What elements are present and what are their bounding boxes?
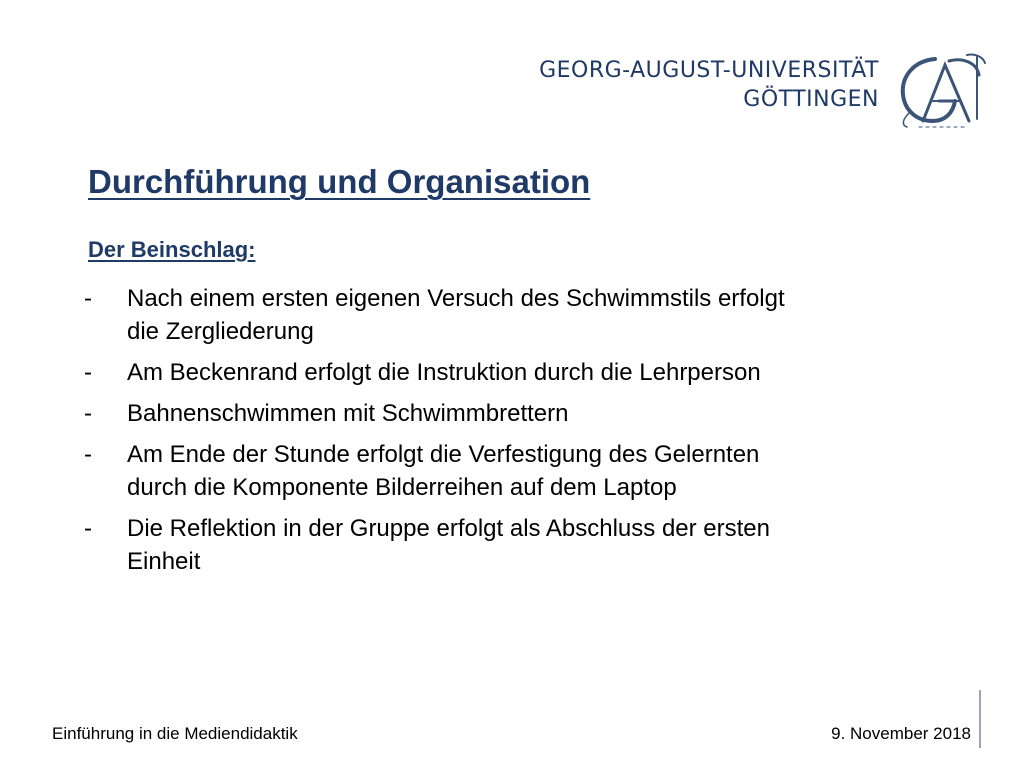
list-item [84, 397, 924, 430]
bullet-dash: - [84, 359, 92, 386]
university-name-line1: GEORG-AUGUST-UNIVERSITÄT [539, 58, 879, 83]
list-item [84, 438, 924, 504]
list-item-text-continued: die Zergliederung [127, 318, 314, 345]
footer-divider [979, 690, 981, 748]
bullet-dash: - [84, 515, 92, 542]
university-name [539, 56, 879, 114]
list-item-text: Am Beckenrand erfolgt die Instruktion durch die Lehrperson [127, 359, 761, 386]
footer-date: 9. November 2018 [831, 724, 971, 743]
slide-title: Durchführung und Organisation [88, 163, 591, 200]
footer-course-title: Einführung in die Mediendidaktik [52, 724, 298, 743]
section-heading: Der Beinschlag: [88, 237, 256, 262]
list-item [84, 282, 924, 348]
bullet-dash: - [84, 400, 92, 427]
bullet-list [84, 282, 924, 586]
list-item-text: Die Reflektion in der Gruppe erfolgt als Abschluss der ersten [127, 515, 770, 542]
university-seal-icon [893, 47, 993, 133]
list-item-text-continued: Einheit [127, 548, 201, 575]
list-item [84, 356, 924, 389]
list-item-text: Nach einem ersten eigenen Versuch des Schwimmstils erfolgt [127, 285, 785, 312]
university-name-line2: GÖTTINGEN [743, 87, 879, 112]
list-item-text-continued: durch die Komponente Bilderreihen auf dem Laptop [127, 474, 677, 501]
list-item-text: Am Ende der Stunde erfolgt die Verfestigung des Gelernten [127, 441, 760, 468]
bullet-dash: - [84, 441, 92, 468]
list-item [84, 512, 924, 578]
bullet-dash: - [84, 285, 92, 312]
list-item-text: Bahnenschwimmen mit Schwimmbrettern [127, 400, 569, 427]
